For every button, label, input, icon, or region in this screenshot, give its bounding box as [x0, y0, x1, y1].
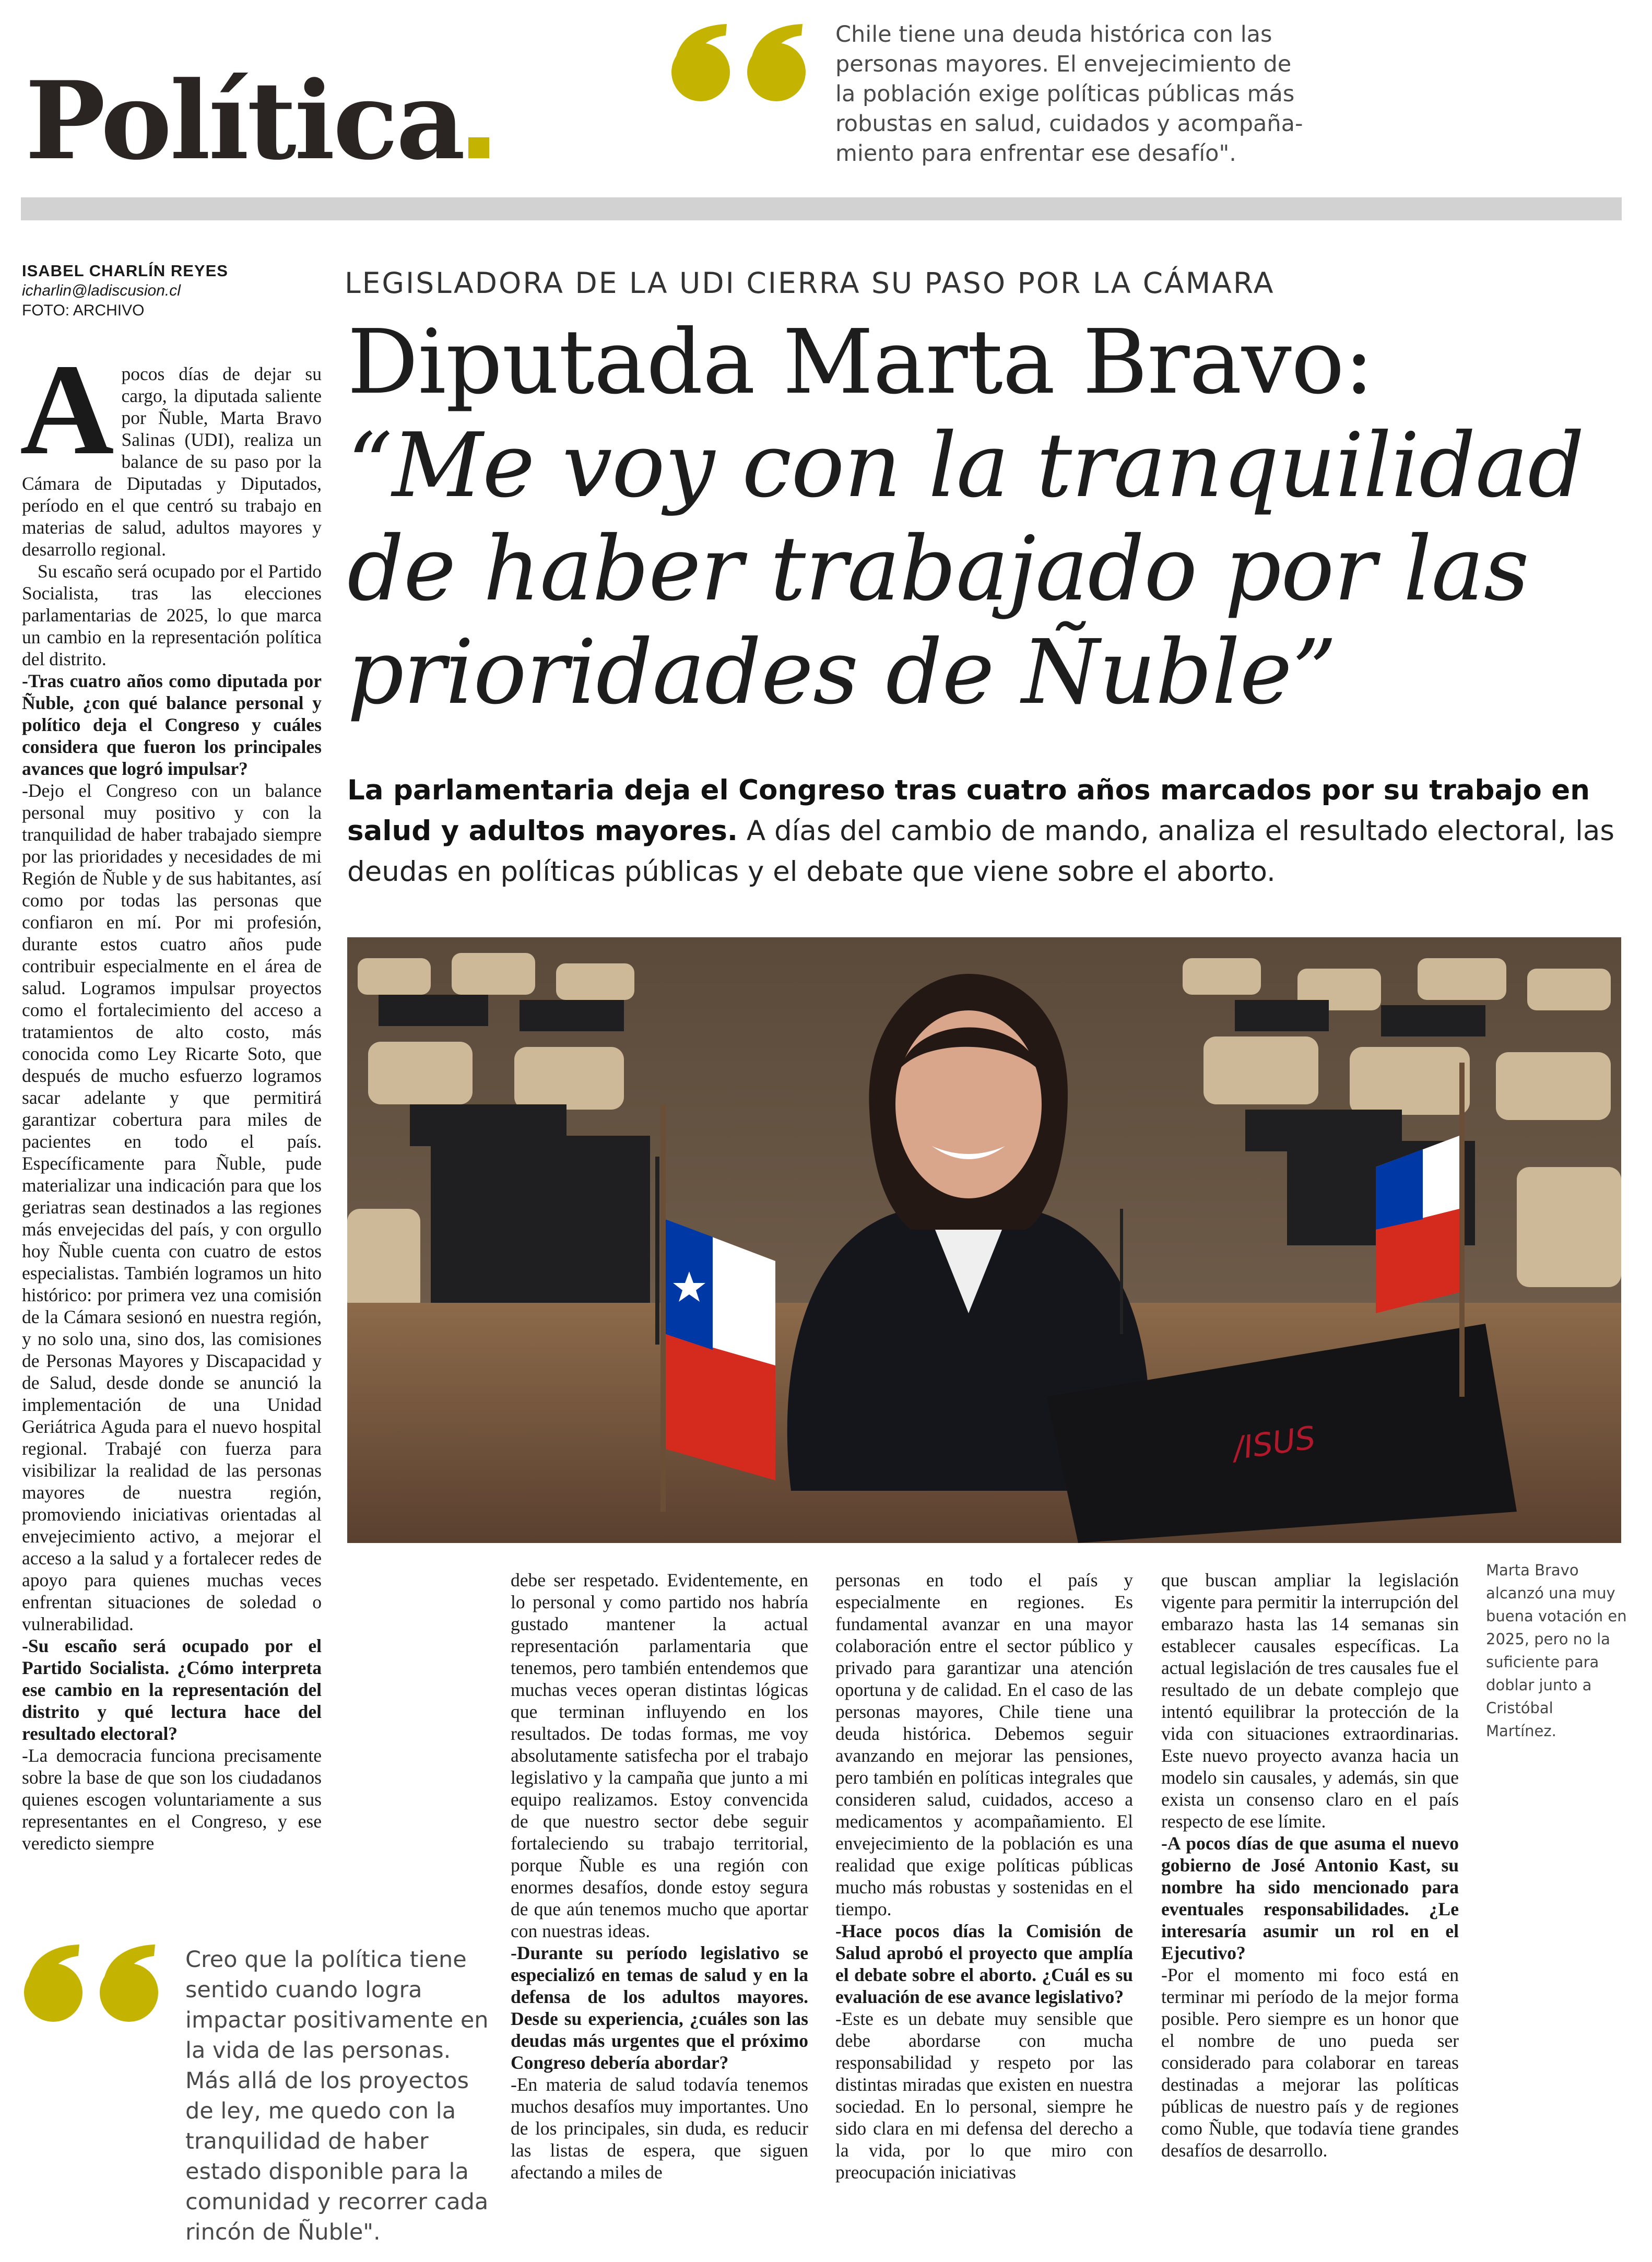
photo-credit: FOTO: ARCHIVO [22, 302, 145, 319]
article-column-4 [1161, 1569, 1459, 2161]
article-column-2 [511, 1569, 808, 2183]
interview-answer: debe ser respetado. Evidentemente, en lo personal y como partido nos habría gustado mantener la actual representación parlamentaria que tenemos, pero también entendemos que muchas veces operan distintas lógicas que terminan influyendo en los resultados. De todas formas, me voy absolutamente satisfecha por el trabajo legislativo y la campaña que junto a mi equipo realizamos. Estoy convencida de que nuestro sector debe seguir fortaleciendo su trabajo territorial, porque Ñuble es una región con enormes desafíos, donde estoy segura de que aún tenemos mucho que aportar con nuestras ideas. [511, 1570, 808, 1941]
drop-cap: A [20, 337, 114, 482]
section-divider-bar [21, 197, 1622, 220]
byline [22, 261, 252, 321]
kicker: LEGISLADORA DE LA UDI CIERRA SU PASO POR LA CÁMARA [345, 266, 1275, 300]
interview-question: -Su escaño será ocupado por el Partido Socialista. ¿Cómo interpreta ese cambio en la representación del distrito y qué lectura hace del resultado electoral? [22, 1635, 322, 1744]
byline-email[interactable]: icharlin@ladiscusion.cl [22, 282, 181, 299]
byline-author: ISABEL CHARLÍN REYES [22, 262, 228, 280]
interview-question: -Hace pocos días la Comisión de Salud aprobó el proyecto que amplía el debate sobre el aborto. ¿Cuál es su evaluación de ese avance legislativo? [835, 1921, 1133, 2007]
pull-quote-bottom: Creo que la política tiene sentido cuando logra impactar positivamente en la vida de las personas. Más allá de los proyectos de ley, me quedo con la tranquilidad de haber estado disponible para la comunidad y recorrer cada rincón de Ñuble". [185, 1947, 489, 2245]
paragraph-intro: pocos días de dejar su cargo, la diputada saliente por Ñuble, Marta Bravo Salinas (UDI), realiza un balance de su paso por la Cámara de Diputadas y Diputados, período en el que centró su trabajo en materias de salud, adultos mayores y desarrollo regional. [22, 363, 322, 560]
section-title-dot [468, 137, 489, 158]
interview-question: -Tras cuatro años como diputada por Ñuble, ¿con qué balance personal y político deja el Congreso y cuáles considera que fueron los principales avances que logró impulsar? [22, 670, 322, 779]
paragraph: Su escaño será ocupado por el Partido Socialista, tras las elecciones parlamentarias de 2025, lo que marca un cambio en la representación política del distrito. [22, 561, 322, 669]
deck-bold: La parlamentaria deja el Congreso tras cuatro años marcados por su trabajo en salud y adultos mayores. [347, 774, 1590, 847]
deck-regular: A días del cambio de mando, analiza el resultado electoral, las deudas en políticas públicas y el debate que viene sobre el aborto. [347, 815, 1615, 888]
interview-answer: -Dejo el Congreso con un balance personal muy positivo y con la tranquilidad de haber trabajado siempre por las prioridades y necesidades de mi Región de Ñuble y de sus habitantes, así como por todas las personas que confiaron en mí. Por mi profesión, durante estos cuatro años pude contribuir especialmente en el área de salud. Logramos impulsar proyectos como el fortalecimiento del acceso a tratamientos de alto costo, más conocida como Ley Ricarte Soto, que después de mucho esfuerzo logramos sacar adelante y que permitirá garantizar cobertura para miles de pacientes en todo el país. Específicamente para Ñuble, pude materializar una indicación para que los geriatras sean destinados a las regiones más envejecidas del país, y con orgullo hoy Ñuble cuenta con cuatro de estos especialistas. También logramos un hito histórico: por primera vez una comisión de la Cámara sesionó en nuestra región, y no solo una, sino dos, las comisiones de Personas Mayores y Discapacidad y de Salud, desde donde se anunció la implementación de una Unidad Geriátrica Aguda para el nuevo hospital regional. Trabajé con fuerza para visibilizar la realidad de las personas mayores de nuestra región, promoviendo iniciativas orientadas al envejecimiento activo, a mejorar el acceso a la salud y a fortalecer redes de apoyo para quienes muchas veces enfrentan situaciones de soledad o vulnerabilidad. [22, 780, 322, 1634]
interview-answer: personas en todo el país y especialmente en regiones. Es fundamental avanzar en una mayor colaboración entre el sector público y privado para garantizar una atención oportuna y de calidad. En el caso de las personas mayores, Chile tiene una deuda histórica. Debemos seguir avanzando en mejorar las pensiones, pero también en políticas integrales que consideren salud, cuidados, acceso a medicamentos y acompañamiento. El envejecimiento de la población es una realidad que exige políticas públicas mucho más robustas y sostenidas en el tiempo. [835, 1570, 1133, 1919]
interview-question: -Durante su período legislativo se especializó en temas de salud y en la defensa de los adultos mayores. Desde su experiencia, ¿cuáles son las deudas más urgentes que el próximo Congreso debería abordar? [511, 1942, 808, 2073]
laptop-brand: /ISUS [1231, 1419, 1318, 1467]
article-photo [347, 937, 1621, 1543]
headline-line1: Diputada Marta Bravo: [347, 311, 1374, 414]
photo-illustration [347, 937, 1621, 1543]
headline [347, 311, 1621, 724]
interview-answer: -Por el momento mi foco está en terminar mi período de la mejor forma posible. Pero siempre es un honor que el nombre de uno pueda ser considerado para colaborar en tareas destinadas a mejorar las políticas públicas de nuestro país y de regiones como Ñuble, que todavía tiene grandes desafíos de desarrollo. [1161, 1964, 1459, 2161]
deck [347, 770, 1621, 892]
interview-answer: -La democracia funciona precisamente sobre la base de que son los ciudadanos quienes escogen voluntariamente a sus representantes en el Congreso, y ese veredicto siempre [22, 1745, 322, 1854]
interview-question: -A pocos días de que asuma el nuevo gobierno de José Antonio Kast, su nombre ha sido mencionado para eventuales responsabilidades. ¿Le interesaría asumir un rol en el Ejecutivo? [1161, 1833, 1459, 1963]
photo-caption: Marta Bravo alcanzó una muy buena votación en 2025, pero no la suficiente para doblar junto a Cristóbal Martínez. [1486, 1561, 1627, 1740]
quote-mark-icon [669, 20, 810, 103]
quote-mark-icon [22, 1940, 163, 2024]
pull-quote-top: Chile tiene una deuda histórica con las personas mayores. El envejecimiento de la población exige políticas públicas más robustas en salud, cuidados y acompaña-miento para enfrentar ese desafío". [835, 21, 1303, 167]
article-column-1 [20, 337, 322, 1854]
interview-answer: que buscan ampliar la legislación vigente para permitir la interrupción del embarazo hasta las 14 semanas sin establecer causales específicas. La actual legislación de tres causales fue el resultado de un debate complejo que intentó equilibrar la protección de la vida con situaciones extraordinarias. Este nuevo proyecto avanza hacia un modelo sin causales, y además, sin que exista un consenso claro en el país respecto de ese límite. [1161, 1570, 1459, 1832]
section-title: Política [25, 68, 489, 175]
article-column-3 [835, 1569, 1133, 2183]
interview-answer: -Este es un debate muy sensible que debe abordarse con mucha responsabilidad y respeto por las distintas miradas que existen en nuestra sociedad. En lo personal, siempre he sido clara en mi defensa del derecho a la vida, por lo que miro con preocupación iniciativas [835, 2008, 1133, 2183]
headline-quote: “Me voy con la tranquilidad de haber trabajado por las prioridades de Ñuble” [347, 414, 1584, 724]
interview-answer: -En materia de salud todavía tenemos muchos desafíos muy importantes. Uno de los principales, sin duda, es reducir las listas de espera, que siguen afectando a miles de [511, 2074, 808, 2183]
